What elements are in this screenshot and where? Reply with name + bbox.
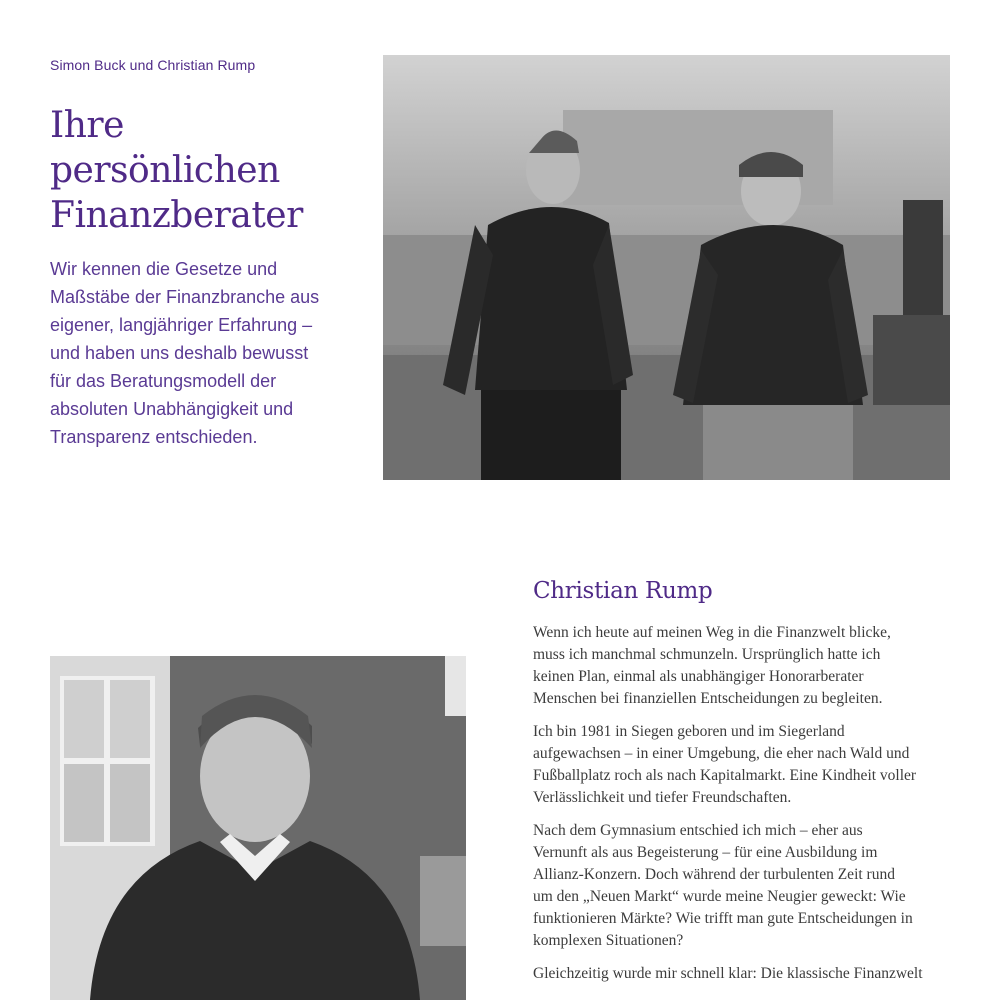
advisors-walking-photo — [383, 55, 950, 480]
bio-line: Verlässlichkeit und tiefer Freundschaften. — [533, 789, 792, 806]
bio-paragraph — [533, 820, 963, 952]
page-title — [50, 103, 370, 238]
bio-line: Nach dem Gymnasium entschied ich mich – eher aus — [533, 822, 863, 839]
bio-line: Allianz-Konzern. Doch während der turbulenten Zeit rund — [533, 866, 895, 883]
bio-line: funktionieren Märkte? Wie trifft man gute Entscheidungen in — [533, 910, 913, 927]
intro-text-line: Maßstäbe der Finanzbranche aus — [50, 287, 320, 307]
bio-line: Wenn ich heute auf meinen Weg in die Finanzwelt blicke, — [533, 624, 891, 641]
bio-line: Ich bin 1981 in Siegen geboren und im Siegerland — [533, 723, 845, 740]
bio-line: Menschen bei finanziellen Entscheidungen zu begleiten. — [533, 690, 883, 707]
intro-text-line: absoluten Unabhängigkeit und — [50, 399, 294, 419]
bio-text — [533, 622, 963, 996]
bio-line: aufgewachsen – in einer Umgebung, die eher nach Wald und — [533, 745, 910, 762]
intro-text-line: und haben uns deshalb bewusst — [50, 343, 309, 363]
page-title-line: persönlichen — [50, 150, 280, 191]
bio-name-heading: Christian Rump — [533, 578, 713, 604]
bio-line: komplexen Situationen? — [533, 932, 684, 949]
page-title-line: Finanzberater — [50, 195, 303, 236]
bio-line: keinen Plan, einmal als unabhängiger Honorarberater — [533, 668, 864, 685]
bio-paragraph — [533, 721, 963, 809]
bio-line: muss ich manchmal schmunzeln. Ursprünglich hatte ich — [533, 646, 881, 663]
bio-paragraph — [533, 963, 963, 985]
eyebrow-names: Simon Buck und Christian Rump — [50, 57, 256, 73]
bio-paragraph — [533, 622, 963, 710]
intro-text-line: Wir kennen die Gesetze und — [50, 259, 278, 279]
bio-line: um den „Neuen Markt“ wurde meine Neugier geweckt: Wie — [533, 888, 906, 905]
intro-text — [50, 255, 350, 451]
page-title-line: Ihre — [50, 105, 124, 146]
intro-text-line: für das Beratungsmodell der — [50, 371, 277, 391]
intro-text-line: Transparenz entschieden. — [50, 427, 258, 447]
bio-line: Vernunft als aus Begeisterung – für eine Ausbildung im — [533, 844, 878, 861]
christian-rump-portrait — [50, 656, 466, 1000]
bio-line: Fußballplatz roch als nach Kapitalmarkt. Eine Kindheit voller — [533, 767, 917, 784]
intro-text-line: eigener, langjähriger Erfahrung – — [50, 315, 313, 335]
bio-line: Gleichzeitig wurde mir schnell klar: Die klassische Finanzwelt — [533, 965, 923, 982]
